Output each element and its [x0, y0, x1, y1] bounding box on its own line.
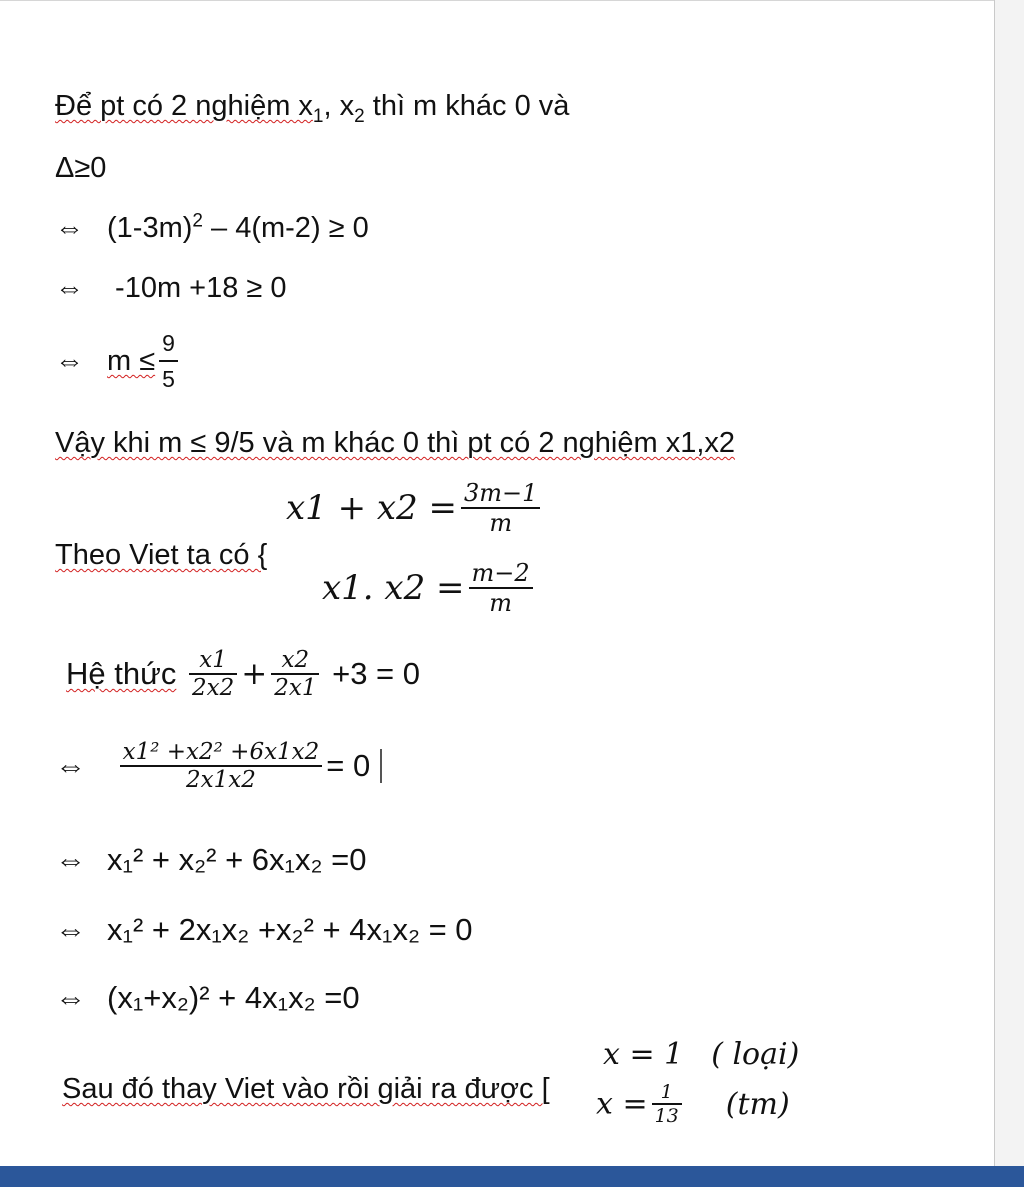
- iff-symbol: ⇔: [55, 345, 84, 377]
- condition-line: [55, 89, 570, 127]
- superscript: 2: [192, 210, 203, 232]
- fraction: $\frac{x2}{2x1}$: [271, 647, 319, 701]
- equivalence-line-3: [55, 326, 182, 396]
- final-root-2: x = $\frac{1}{13}$ (tm): [596, 1081, 790, 1127]
- iff-symbol: ⇔: [55, 272, 84, 304]
- fraction: $\frac{x1}{2x2}$: [189, 647, 237, 701]
- fraction: $\frac{\text{x1² +x2² +6x1x2}}{2x1x2}$: [120, 739, 323, 793]
- subscript: 2: [354, 105, 365, 127]
- conclusion-line: [55, 426, 735, 460]
- iff-symbol: ⇔: [55, 748, 86, 783]
- delta-line: [55, 151, 106, 185]
- condition-text-2: , x: [323, 90, 355, 122]
- iff-symbol: ⇔: [55, 912, 86, 947]
- fraction: $\frac{9}{5}$: [159, 326, 178, 396]
- equivalence-line-2: [55, 271, 287, 305]
- subscript: 1: [312, 105, 324, 127]
- expression: x₁² + x₂² + 6x₁x₂ =0: [107, 842, 367, 877]
- delta-condition: Δ≥0: [55, 152, 107, 184]
- conclusion-text: Vậy khi m ≤ 9/5 và m khác 0 thì pt có 2 nghiệm x1,x2: [55, 427, 736, 459]
- expression: -10m +18 ≥ 0: [107, 272, 287, 304]
- expression: x₁² + 2x₁x₂ +x₂² + 4x₁x₂ = 0: [107, 912, 473, 947]
- scrollbar-gutter[interactable]: [994, 0, 1024, 1166]
- iff-symbol: ⇔: [55, 980, 86, 1015]
- viet-equation-1: x1 + x2 = $\frac{3m-1}{m}$: [286, 479, 544, 537]
- fraction: $\frac{3m-1}{m}$: [461, 479, 540, 537]
- final-label: Sau đó thay Viet vào rồi giải ra được [: [62, 1073, 550, 1105]
- iff-symbol: ⇔: [55, 212, 84, 244]
- equivalence-line-6: [55, 913, 473, 947]
- expression: (1-3m): [107, 212, 193, 244]
- expression: (x₁+x₂)² + 4x₁x₂ =0: [107, 980, 360, 1015]
- condition-text-1: Để pt có 2 nghiệm x: [55, 90, 313, 122]
- status-bar: [0, 1166, 1024, 1187]
- expression: – 4(m-2) ≥ 0: [202, 212, 369, 244]
- equivalence-line-1: [55, 211, 369, 245]
- relation-line: Hệ thức $\frac{x1}{2x2}$ + $\frac{x2}{2x1}$ +3 = 0: [66, 647, 421, 701]
- text-cursor: [380, 749, 382, 783]
- final-root-1: x = 1 ( loại): [603, 1037, 800, 1072]
- fraction: $\frac{1}{13}$: [652, 1081, 682, 1127]
- iff-symbol: ⇔: [55, 842, 86, 877]
- equivalence-line-5: [55, 843, 367, 877]
- viet-label: Theo Viet ta có {: [55, 539, 268, 571]
- equivalence-line-7: [55, 981, 360, 1015]
- viet-equation-2: x1. x2 = $\frac{m-2}{m}$: [322, 559, 537, 617]
- fraction: $\frac{m-2}{m}$: [469, 559, 533, 617]
- condition-text-3: thì m khác 0 và: [364, 90, 570, 122]
- equivalence-line-4: ⇔ $\frac{\text{x1² +x2² +6x1x2}}{2x1x2}$ = 0: [55, 739, 382, 793]
- expression: m ≤: [107, 345, 156, 377]
